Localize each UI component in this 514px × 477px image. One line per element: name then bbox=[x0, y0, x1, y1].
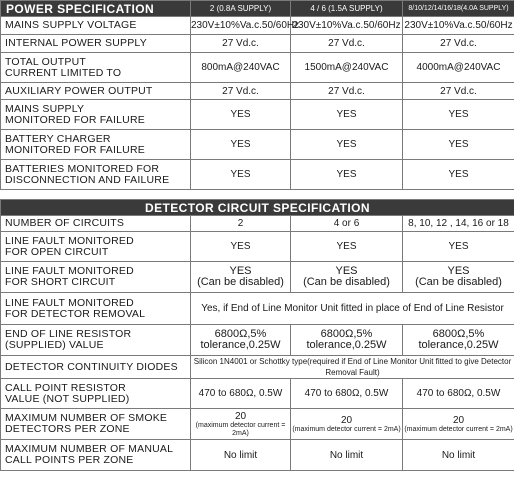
row-label-line: CALL POINTS PER ZONE bbox=[5, 454, 134, 466]
cell-value: 2 bbox=[191, 216, 291, 232]
row-label-line: MAINS SUPPLY bbox=[5, 102, 85, 115]
row-label bbox=[1, 160, 191, 190]
cell-value-merged: Yes, if End of Line Monitor Unit fitted in place of End of Line Resistor bbox=[191, 293, 514, 325]
table-row bbox=[1, 160, 514, 190]
row-label-line: MAXIMUM NUMBER OF MANUAL bbox=[5, 443, 174, 455]
row-label-line: MAXIMUM NUMBER OF SMOKE bbox=[5, 412, 168, 424]
cell-value: 27 Vd.c. bbox=[191, 35, 291, 53]
row-label-line: FOR OPEN CIRCUIT bbox=[5, 245, 109, 258]
cell-value: YES bbox=[403, 100, 514, 130]
cell-value: 27 Vd.c. bbox=[191, 83, 291, 100]
cell-value-sub: (Can be disabled) bbox=[415, 276, 502, 288]
table-row bbox=[1, 232, 514, 262]
power-header-row bbox=[1, 1, 514, 17]
cell-value bbox=[191, 262, 291, 293]
cell-value: 8, 10, 12 , 14, 16 or 18 bbox=[403, 216, 514, 232]
cell-value-note: (maximum detector current = 2mA) bbox=[195, 421, 286, 437]
table-row bbox=[1, 262, 514, 293]
detector-title: DETECTOR CIRCUIT SPECIFICATION bbox=[1, 200, 514, 216]
row-label: AUXILIARY POWER OUTPUT bbox=[1, 83, 191, 100]
row-label-line: TOTAL OUTPUT bbox=[5, 55, 86, 68]
row-label-line: BATTERY CHARGER bbox=[5, 132, 111, 145]
cell-value-main: 20 bbox=[452, 414, 465, 426]
cell-value-note: (maximum detector current = 2mA) bbox=[292, 425, 401, 433]
cell-value: YES bbox=[291, 130, 403, 160]
cell-value: 4 or 6 bbox=[291, 216, 403, 232]
cell-value bbox=[291, 409, 403, 440]
table-row bbox=[1, 379, 514, 409]
row-label bbox=[1, 409, 191, 440]
row-label bbox=[1, 130, 191, 160]
cell-value-note: (maximum detector current = 2mA) bbox=[404, 425, 513, 433]
cell-value: No limit bbox=[291, 440, 403, 471]
row-label-line: DISCONNECTION AND FAILURE bbox=[5, 173, 170, 186]
cell-value-main: 6800Ω,5% bbox=[432, 328, 485, 340]
cell-value: YES bbox=[191, 160, 291, 190]
table-row bbox=[1, 100, 514, 130]
cell-value: YES bbox=[403, 232, 514, 262]
cell-value: YES bbox=[291, 232, 403, 262]
cell-value-sub: (Can be disabled) bbox=[197, 276, 284, 288]
row-label-line: END OF LINE RESISTOR bbox=[5, 328, 132, 340]
cell-value: 27 Vd.c. bbox=[403, 83, 514, 100]
col-header-8-18: 8/10/12/14/16/18(4.0A SUPPLY) bbox=[403, 1, 514, 17]
row-label-line: (SUPPLIED) VALUE bbox=[5, 339, 104, 351]
cell-value bbox=[291, 262, 403, 293]
cell-value: YES bbox=[191, 232, 291, 262]
table-row bbox=[1, 440, 514, 471]
cell-value: YES bbox=[403, 160, 514, 190]
row-label-line: LINE FAULT MONITORED bbox=[5, 234, 134, 247]
row-label bbox=[1, 325, 191, 356]
power-title: POWER SPECIFICATION bbox=[1, 1, 191, 17]
row-label: MAINS SUPPLY VOLTAGE bbox=[1, 17, 191, 35]
row-label bbox=[1, 293, 191, 325]
cell-value-sub: tolerance,0.25W bbox=[200, 339, 281, 351]
table-row bbox=[1, 293, 514, 325]
cell-value: YES bbox=[403, 130, 514, 160]
cell-value: 27 Vd.c. bbox=[403, 35, 514, 53]
cell-value bbox=[191, 325, 291, 356]
row-label bbox=[1, 262, 191, 293]
row-label: INTERNAL POWER SUPPLY bbox=[1, 35, 191, 53]
cell-value: 27 Vd.c. bbox=[291, 35, 403, 53]
cell-value bbox=[403, 262, 514, 293]
cell-value bbox=[403, 409, 514, 440]
cell-value: 4000mA@240VAC bbox=[403, 53, 514, 83]
cell-value-main: 6800Ω,5% bbox=[320, 328, 373, 340]
detector-header-row bbox=[1, 200, 514, 216]
cell-value: 230V±10%Va.c.50/60Hz bbox=[403, 17, 514, 35]
cell-value: 800mA@240VAC bbox=[191, 53, 291, 83]
cell-value: 230V±10%Va.c.50/60Hz bbox=[191, 17, 291, 35]
cell-value: YES bbox=[191, 130, 291, 160]
row-label-line: FOR DETECTOR REMOVAL bbox=[5, 307, 146, 320]
cell-value: YES bbox=[291, 160, 403, 190]
cell-value-sub: tolerance,0.25W bbox=[306, 339, 387, 351]
cell-value-main: 6800Ω,5% bbox=[214, 328, 267, 340]
table-row bbox=[1, 53, 514, 83]
cell-value-main: YES bbox=[335, 265, 358, 277]
row-label-line: LINE FAULT MONITORED bbox=[5, 265, 134, 277]
cell-value: YES bbox=[291, 100, 403, 130]
row-label-line: MONITORED FOR FAILURE bbox=[5, 143, 145, 156]
cell-value bbox=[291, 325, 403, 356]
cell-value-merged: Silicon 1N4001 or Schottky type(required if End of Line Monitor Unit fitted to give Detector Removal Fault) bbox=[191, 356, 514, 379]
section-spacer bbox=[1, 190, 514, 200]
cell-value: 470 to 680Ω, 0.5W bbox=[291, 379, 403, 409]
cell-value: No limit bbox=[403, 440, 514, 471]
row-label bbox=[1, 53, 191, 83]
row-label-line: FOR SHORT CIRCUIT bbox=[5, 276, 116, 288]
row-label bbox=[1, 379, 191, 409]
row-label: DETECTOR CONTINUITY DIODES bbox=[1, 356, 191, 379]
cell-value-main: 20 bbox=[234, 410, 247, 422]
row-label bbox=[1, 100, 191, 130]
cell-value-sub: tolerance,0.25W bbox=[418, 339, 499, 351]
cell-value-main: 20 bbox=[340, 414, 353, 426]
row-label-line: CURRENT LIMITED TO bbox=[5, 66, 122, 79]
cell-value: 470 to 680Ω, 0.5W bbox=[191, 379, 291, 409]
row-label-line: MONITORED FOR FAILURE bbox=[5, 113, 145, 126]
cell-value-sub: (Can be disabled) bbox=[303, 276, 390, 288]
cell-value: 1500mA@240VAC bbox=[291, 53, 403, 83]
table-row bbox=[1, 325, 514, 356]
table-row bbox=[1, 17, 514, 35]
cell-value: No limit bbox=[191, 440, 291, 471]
col-header-2: 2 (0.8A SUPPLY) bbox=[191, 1, 291, 17]
row-label: NUMBER OF CIRCUITS bbox=[1, 216, 191, 232]
table-row bbox=[1, 356, 514, 379]
row-label-line: LINE FAULT MONITORED bbox=[5, 296, 134, 309]
row-label bbox=[1, 440, 191, 471]
cell-value-main: YES bbox=[229, 265, 252, 277]
cell-value: 27 Vd.c. bbox=[291, 83, 403, 100]
row-label-line: DETECTORS PER ZONE bbox=[5, 423, 130, 435]
table-row bbox=[1, 130, 514, 160]
row-label-line: BATTERIES MONITORED FOR bbox=[5, 162, 160, 175]
row-label-line: VALUE (NOT SUPPLIED) bbox=[5, 392, 130, 405]
table-row bbox=[1, 409, 514, 440]
row-label-line: CALL POINT RESISTOR bbox=[5, 381, 126, 394]
cell-value bbox=[191, 409, 291, 440]
col-header-4-6: 4 / 6 (1.5A SUPPLY) bbox=[291, 1, 403, 17]
table-row bbox=[1, 35, 514, 53]
table-row bbox=[1, 216, 514, 232]
cell-value: YES bbox=[191, 100, 291, 130]
cell-value-main: YES bbox=[447, 265, 470, 277]
table-row bbox=[1, 83, 514, 100]
cell-value bbox=[403, 325, 514, 356]
cell-value: 230V±10%Va.c.50/60Hz bbox=[291, 17, 403, 35]
row-label bbox=[1, 232, 191, 262]
cell-value: 470 to 680Ω, 0.5W bbox=[403, 379, 514, 409]
